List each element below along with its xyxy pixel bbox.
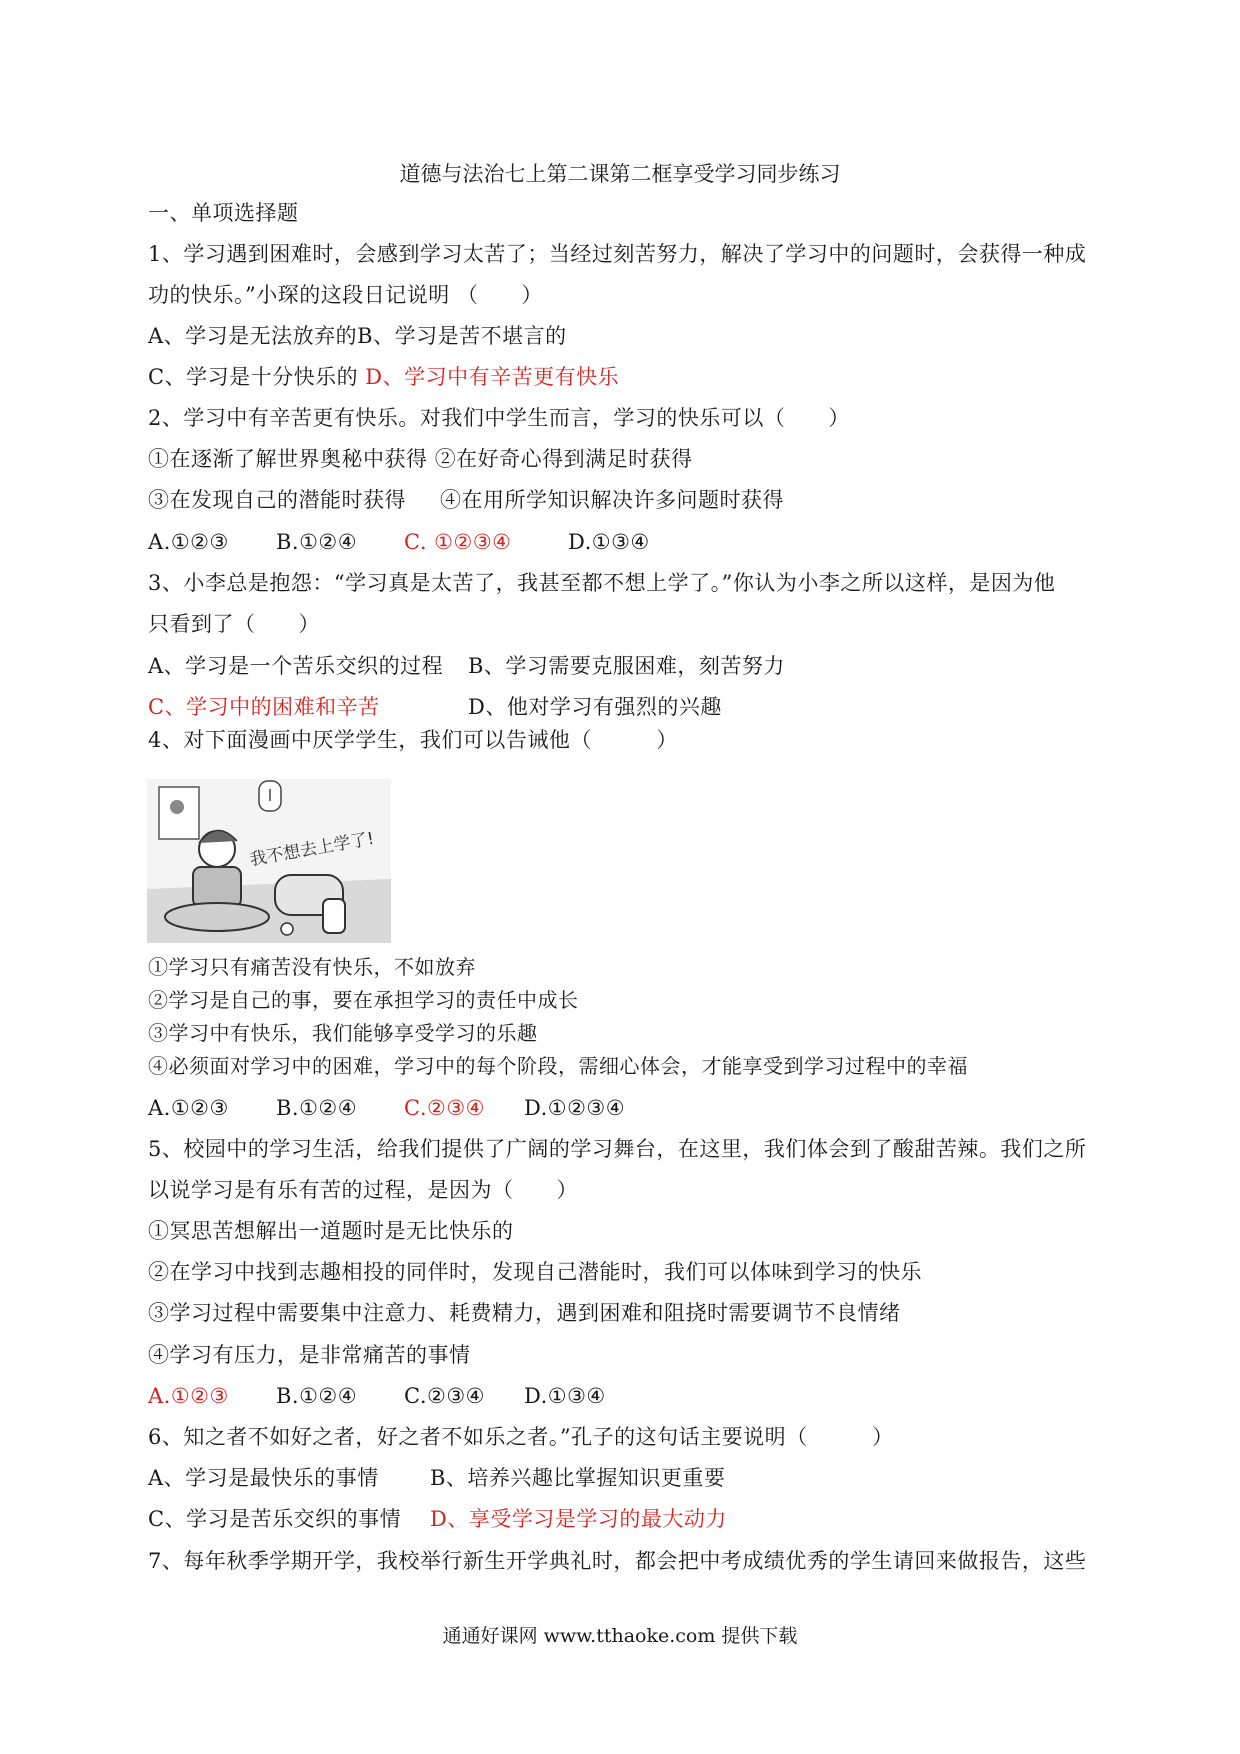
q6-option-b: B、培养兴趣比掌握知识更重要 — [430, 1466, 726, 1490]
q6-option-c: C、学习是苦乐交织的事情 — [148, 1507, 402, 1531]
q5-option-a-answer: A.①②③ — [148, 1384, 229, 1408]
q1-stem-line1: 1、学习遇到困难时，会感到学习太苦了；当经过刻苦努力，解决了学习中的问题时，会获得一种成 — [148, 242, 1087, 266]
q3-options-row2 — [148, 692, 722, 722]
q5-options — [148, 1381, 606, 1411]
q1-option-d-answer: D、学习中有辛苦更有快乐 — [365, 365, 620, 389]
q3-options-row1 — [148, 651, 785, 681]
q1-options-row1 — [148, 321, 567, 351]
q1-option-a: A、学习是无法放弃的 — [148, 324, 358, 348]
q6-options-row1 — [148, 1463, 725, 1493]
q4-statement-3: ③学习中有快乐，我们能够享受学习的乐趣 — [148, 1021, 538, 1045]
q3-stem-line1: 3、小李总是抱怨：“学习真是太苦了，我甚至都不想上学了。”你认为小李之所以这样，是因为他 — [148, 571, 1056, 595]
q5-statement-3: ③学习过程中需要集中注意力、耗费精力，遇到困难和阻挠时需要调节不良情绪 — [148, 1301, 901, 1325]
section-heading: 一、单项选择题 — [148, 201, 299, 225]
q2-option-d: D.①③④ — [568, 530, 650, 554]
q2-statement-1: ①在逐渐了解世界奥秘中获得 — [148, 447, 428, 471]
q7-stem: 7、每年秋季学期开学，我校举行新生开学典礼时，都会把中考成绩优秀的学生请回来做报告，这些 — [148, 1549, 1087, 1573]
cartoon-speech: 我不想去上学了! — [248, 828, 376, 871]
q2-stem: 2、学习中有辛苦更有快乐。对我们中学生而言，学习的快乐可以（ ） — [148, 406, 850, 430]
q4-option-d: D.①②③④ — [524, 1096, 626, 1120]
q5-option-b: B.①②④ — [276, 1384, 358, 1408]
q1-options-row2 — [148, 362, 619, 392]
q2-statement-2: ②在好奇心得到满足时获得 — [434, 447, 693, 471]
q3-option-a: A、学习是一个苦乐交织的过程 — [148, 654, 444, 678]
q2-statements-row2 — [148, 485, 784, 515]
q1-option-c: C、学习是十分快乐的 — [148, 365, 359, 389]
q5-stem-line2: 以说学习是有乐有苦的过程，是因为（ ） — [148, 1178, 578, 1202]
q5-statement-2: ②在学习中找到志趣相投的同伴时，发现自己潜能时，我们可以体味到学习的快乐 — [148, 1260, 922, 1284]
q5-statement-1: ①冥思苦想解出一道题时是无比快乐的 — [148, 1219, 514, 1243]
q1-stem-line2: 功的快乐。”小琛的这段日记说明 （ ） — [148, 283, 543, 307]
q5-option-d: D.①③④ — [524, 1384, 606, 1408]
q4-statement-4: ④必须面对学习中的困难，学习中的每个阶段，需细心体会，才能享受到学习过程中的幸福 — [148, 1054, 968, 1078]
q2-option-b: B.①②④ — [276, 530, 358, 554]
q3-stem-line2: 只看到了（ ） — [148, 612, 320, 636]
q4-options — [148, 1093, 625, 1123]
q3-option-b: B、学习需要克服困难，刻苦努力 — [468, 654, 785, 678]
q4-stem: 4、对下面漫画中厌学学生，我们可以告诫他（ ） — [148, 728, 678, 752]
q2-option-c-answer: C. ①②③④ — [404, 530, 512, 554]
q4-statement-2: ②学习是自己的事，要在承担学习的责任中成长 — [148, 988, 579, 1012]
page-footer: 通通好课网 www.tthaoke.com 提供下载 — [442, 1625, 798, 1647]
q2-options — [148, 527, 650, 557]
q4-option-b: B.①②④ — [276, 1096, 358, 1120]
q2-option-a: A.①②③ — [148, 530, 229, 554]
q5-statement-4: ④学习有压力，是非常痛苦的事情 — [148, 1343, 471, 1367]
q5-option-c: C.②③④ — [404, 1384, 485, 1408]
q3-option-d: D、他对学习有强烈的兴趣 — [468, 695, 722, 719]
q6-option-d-answer: D、享受学习是学习的最大动力 — [430, 1507, 727, 1531]
q5-stem-line1: 5、校园中的学习生活，给我们提供了广阔的学习舞台，在这里，我们体会到了酸甜苦辣。我们之所 — [148, 1137, 1087, 1161]
q6-options-row2 — [148, 1504, 727, 1534]
q2-statements-row1 — [148, 444, 693, 474]
q6-stem: 6、知之者不如好之者，好之者不如乐之者。”孔子的这句话主要说明（ ） — [148, 1425, 894, 1449]
q4-option-a: A.①②③ — [148, 1096, 229, 1120]
q4-option-c-answer: C.②③④ — [404, 1096, 485, 1120]
q1-option-b: B、学习是苦不堪言的 — [357, 324, 567, 348]
q2-statement-3: ③在发现自己的潜能时获得 — [148, 488, 406, 512]
q3-option-c-answer: C、学习中的困难和辛苦 — [148, 695, 380, 719]
cartoon-image — [147, 779, 391, 943]
page-title: 道德与法治七上第二课第二框享受学习同步练习 — [399, 162, 841, 186]
q2-statement-4: ④在用所学知识解决许多问题时获得 — [440, 488, 784, 512]
q4-statement-1: ①学习只有痛苦没有快乐，不如放弃 — [148, 955, 476, 979]
q6-option-a: A、学习是最快乐的事情 — [148, 1466, 379, 1490]
